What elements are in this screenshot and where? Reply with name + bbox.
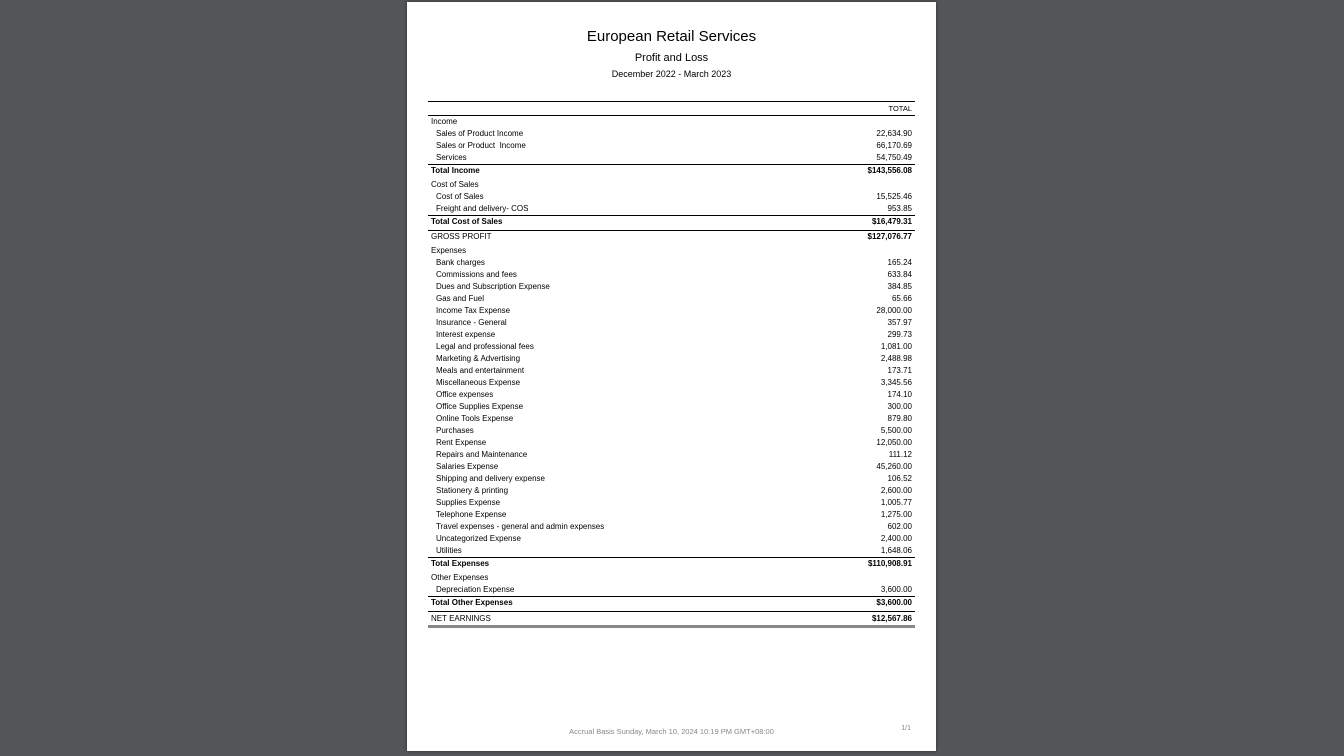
row-label: Repairs and Maintenance (436, 450, 528, 459)
row-label: Insurance - General (436, 318, 507, 327)
pnl-row-item (428, 317, 915, 329)
column-header-total: TOTAL (428, 101, 915, 116)
row-label: Shipping and delivery expense (436, 474, 545, 483)
pnl-table (428, 101, 915, 628)
row-amount: 12,050.00 (876, 438, 912, 447)
row-label: Online Tools Expense (436, 414, 514, 423)
company-name: European Retail Services (586, 28, 757, 45)
row-label: Travel expenses - general and admin expenses (436, 522, 605, 531)
row-label: Legal and professional fees (436, 342, 534, 351)
row-label: Cost of Sales (431, 180, 479, 189)
row-amount: 299.73 (887, 330, 912, 339)
row-amount: 45,260.00 (876, 462, 912, 471)
row-label: Salaries Expense (436, 462, 499, 471)
pnl-row-item (428, 401, 915, 413)
row-amount: 3,600.00 (880, 585, 912, 594)
pnl-row-net (428, 611, 915, 628)
row-amount: 879.80 (887, 414, 912, 423)
row-amount: 1,275.00 (880, 510, 912, 519)
row-amount: 1,081.00 (880, 342, 912, 351)
pnl-row-section (428, 572, 915, 584)
pnl-row-total (428, 164, 915, 177)
row-amount: 953.85 (887, 204, 912, 213)
row-label: Marketing & Advertising (436, 354, 521, 363)
row-amount: 54,750.49 (876, 153, 912, 162)
row-amount: 1,005.77 (880, 498, 912, 507)
pnl-row-section (428, 116, 915, 128)
row-label: Telephone Expense (436, 510, 507, 519)
pnl-row-item (428, 461, 915, 473)
row-amount: $143,556.08 (867, 166, 912, 175)
row-label: Cost of Sales (436, 192, 484, 201)
row-label: Other Expenses (431, 573, 489, 582)
pnl-row-item (428, 389, 915, 401)
row-label: Total Cost of Sales (431, 217, 503, 226)
row-label: GROSS PROFIT (431, 232, 492, 241)
row-label: Depreciation Expense (436, 585, 515, 594)
row-amount: 1,648.06 (880, 546, 912, 555)
pnl-row-item (428, 329, 915, 341)
row-label: Office expenses (436, 390, 494, 399)
row-amount: 165.24 (887, 258, 912, 267)
pnl-row-item (428, 269, 915, 281)
row-label: Bank charges (436, 258, 485, 267)
row-amount: 5,500.00 (880, 426, 912, 435)
row-label: Total Expenses (431, 559, 490, 568)
row-amount: 357.97 (887, 318, 912, 327)
page-number: 1/1 (901, 725, 911, 732)
pnl-row-total (428, 215, 915, 228)
row-amount: 28,000.00 (876, 306, 912, 315)
report-period: December 2022 - March 2023 (611, 69, 732, 79)
row-label: Purchases (436, 426, 474, 435)
pnl-row-item (428, 365, 915, 377)
row-label: Sales of Product Income (436, 129, 524, 138)
pnl-row-item (428, 203, 915, 215)
row-amount: 22,634.90 (876, 129, 912, 138)
row-label: Expenses (431, 246, 467, 255)
row-amount: $3,600.00 (876, 598, 912, 607)
row-amount: 173.71 (887, 366, 912, 375)
row-amount: $16,479.31 (871, 217, 912, 226)
pnl-row-item (428, 509, 915, 521)
row-amount: $12,567.86 (871, 614, 912, 623)
pnl-row-section (428, 179, 915, 191)
pnl-row-item (428, 449, 915, 461)
row-amount: 384.85 (887, 282, 912, 291)
row-label: Miscellaneous Expense (436, 378, 521, 387)
pnl-row-item (428, 437, 915, 449)
row-amount: $110,908.91 (867, 559, 912, 568)
pnl-row-section (428, 245, 915, 257)
row-label: Dues and Subscription Expense (436, 282, 550, 291)
pnl-row-item (428, 191, 915, 203)
row-amount: $127,076.77 (867, 232, 912, 241)
pnl-row-item (428, 584, 915, 596)
row-label: Income Tax Expense (436, 306, 511, 315)
row-label: Uncategorized Expense (436, 534, 521, 543)
pnl-row-item (428, 281, 915, 293)
pnl-row-item (428, 485, 915, 497)
row-label: Meals and entertainment (436, 366, 525, 375)
pnl-row-item (428, 545, 915, 557)
pnl-row-item (428, 377, 915, 389)
row-label: Utilities (436, 546, 462, 555)
pnl-row-item (428, 305, 915, 317)
pnl-row-item (428, 533, 915, 545)
pnl-row-item (428, 341, 915, 353)
pnl-row-item (428, 293, 915, 305)
pnl-row-item (428, 473, 915, 485)
report-page (407, 2, 936, 751)
pnl-row-item (428, 152, 915, 164)
pnl-row-item (428, 521, 915, 533)
row-label: Total Other Expenses (431, 598, 513, 607)
row-amount: 2,600.00 (880, 486, 912, 495)
row-amount: 602.00 (887, 522, 912, 531)
pnl-row-gross (428, 230, 915, 243)
report-footer: Accrual Basis Sunday, March 10, 2024 10:19 PM GMT+08:00 (569, 727, 774, 736)
row-label: Services (436, 153, 467, 162)
report-title: Profit and Loss (634, 52, 709, 64)
row-amount: 174.10 (887, 390, 912, 399)
pnl-row-item (428, 140, 915, 152)
row-amount: 106.52 (887, 474, 912, 483)
row-amount: 633.84 (887, 270, 912, 279)
pnl-row-item (428, 257, 915, 269)
row-amount: 3,345.56 (880, 378, 912, 387)
pnl-row-item (428, 425, 915, 437)
row-amount: 66,170.69 (876, 141, 912, 150)
row-label: NET EARNINGS (431, 614, 491, 623)
row-label: Rent Expense (436, 438, 487, 447)
row-amount: 2,400.00 (880, 534, 912, 543)
pnl-rows (428, 116, 915, 628)
pnl-row-total (428, 557, 915, 570)
row-label: Interest expense (436, 330, 496, 339)
row-label: Office Supplies Expense (436, 402, 524, 411)
row-amount: 300.00 (887, 402, 912, 411)
pnl-row-item (428, 353, 915, 365)
pnl-row-item (428, 497, 915, 509)
pnl-row-total (428, 596, 915, 609)
row-amount: 111.12 (888, 450, 912, 459)
row-label: Stationery & printing (436, 486, 509, 495)
row-label: Supplies Expense (436, 498, 501, 507)
row-amount: 2,488.98 (880, 354, 912, 363)
pnl-row-item (428, 128, 915, 140)
row-amount: 65.66 (891, 294, 912, 303)
pnl-row-item (428, 413, 915, 425)
row-label: Gas and Fuel (436, 294, 485, 303)
row-label: Income (431, 117, 458, 126)
row-label: Sales or Product Income (436, 141, 526, 150)
row-amount: 15,525.46 (876, 192, 912, 201)
row-label: Freight and delivery- COS (436, 204, 529, 213)
row-label: Commissions and fees (436, 270, 517, 279)
row-label: Total Income (431, 166, 480, 175)
